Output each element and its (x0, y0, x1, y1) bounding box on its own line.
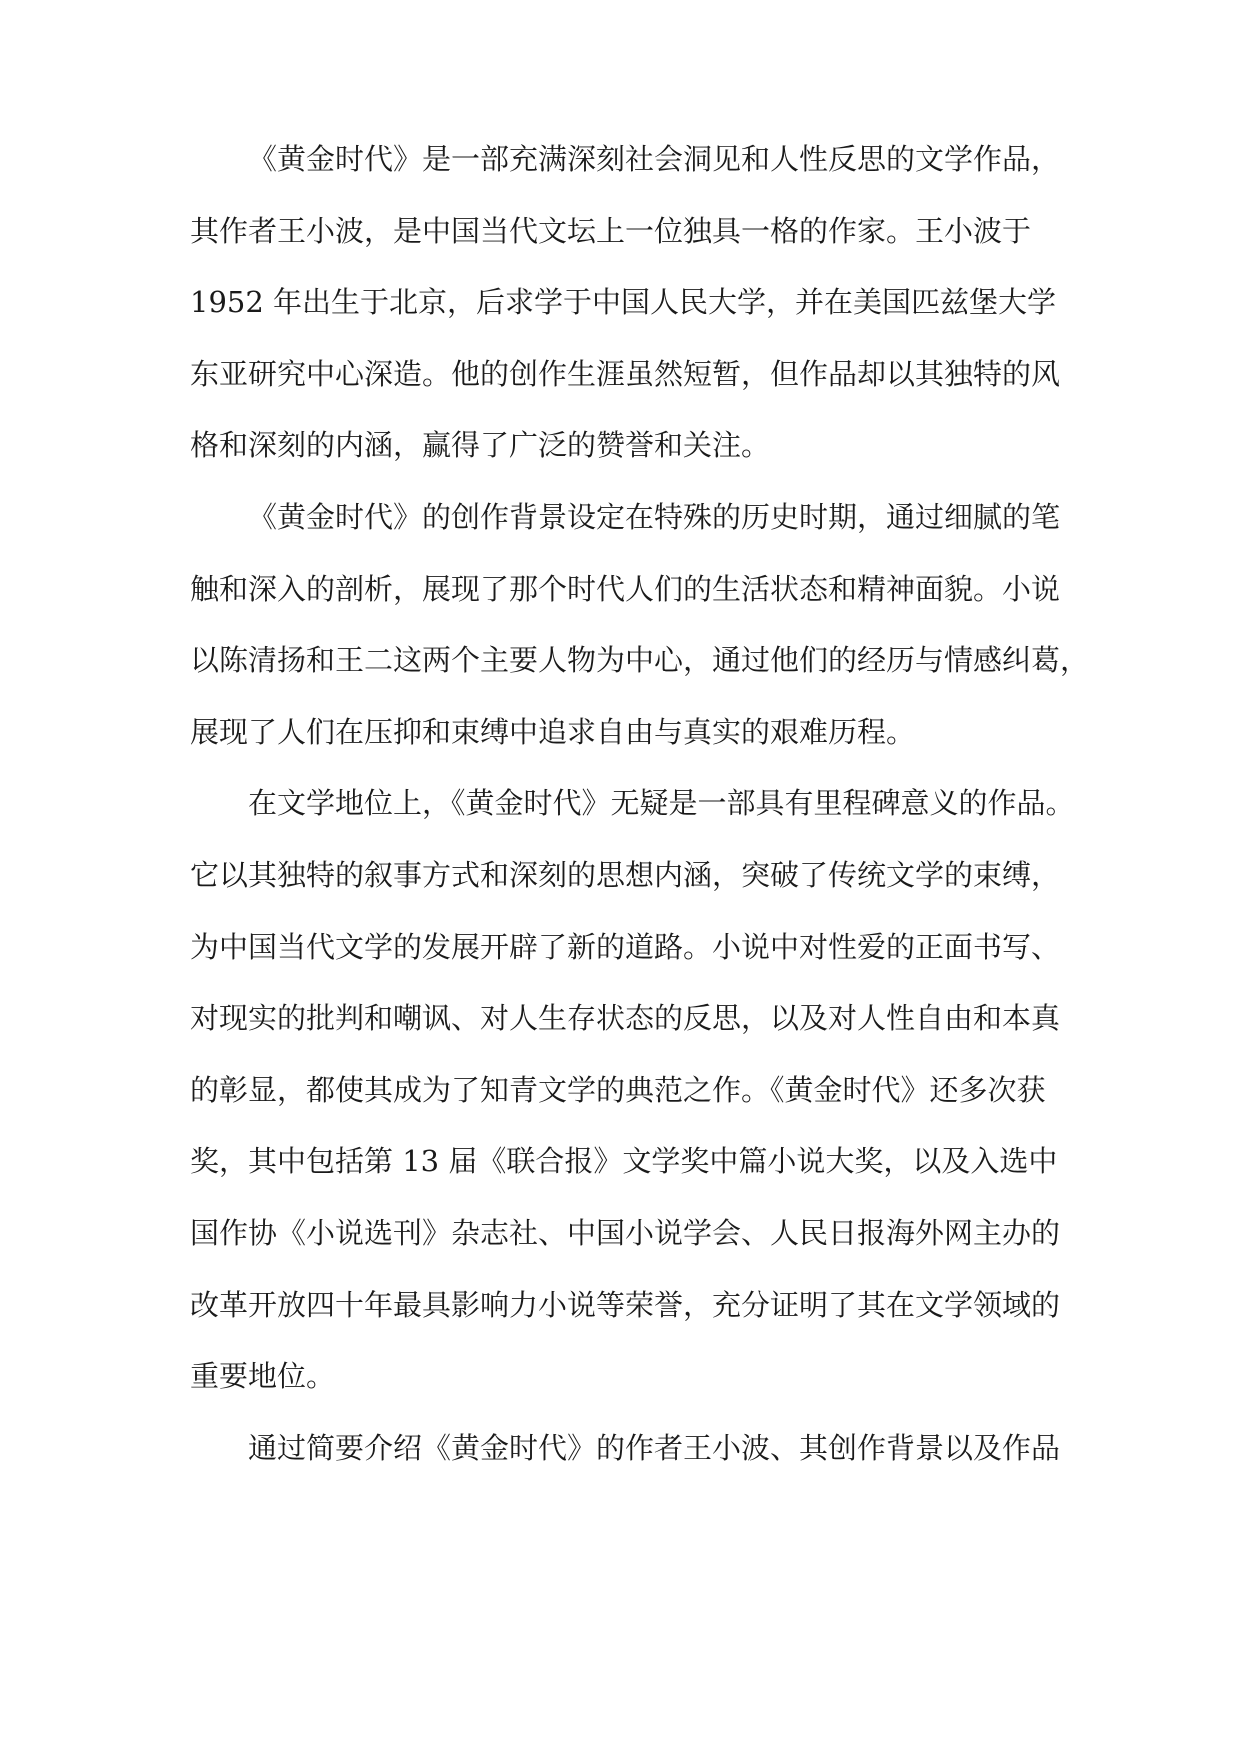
text-line: 展现了人们在压抑和束缚中追求自由与真实的艰难历程。 (190, 714, 916, 749)
text-line: 国作协《小说选刊》杂志社、中国小说学会、人民日报海外网主办的 (190, 1215, 1061, 1250)
text-line: 《黄金时代》是一部充满深刻社会洞见和人性反思的文学作品， (248, 142, 1061, 176)
text-line: 通过简要介绍《黄金时代》的作者王小波、其创作背景以及作品 (248, 1430, 1061, 1465)
text-line: 为中国当代文学的发展开辟了新的道路。小说中对性爱的正面书写、 (190, 929, 1061, 964)
text-line: 在文学地位上，《黄金时代》无疑是一部具有里程碑意义的作品。 (248, 786, 1075, 821)
text-line: 其作者王小波，是中国当代文坛上一位独具一格的作家。王小波于 (190, 213, 1032, 248)
text-line: 对现实的批判和嘲讽、对人生存状态的反思，以及对人性自由和本真 (190, 1001, 1061, 1036)
text-line: 它以其独特的叙事方式和深刻的思想内涵，突破了传统文学的束缚， (190, 857, 1061, 892)
document-body (190, 124, 1090, 1484)
text-line: 重要地位。 (190, 1359, 336, 1394)
text-line: 奖，其中包括第 13 届《联合报》文学奖中篇小说大奖，以及入选中 (190, 1144, 1058, 1179)
text-line: 的彰显，都使其成为了知青文学的典范之作。《黄金时代》还多次获 (190, 1072, 1046, 1107)
text-line: 格和深刻的内涵，赢得了广泛的赞誉和关注。 (190, 428, 771, 463)
text-line: 触和深入的剖析，展现了那个时代人们的生活状态和精神面貌。小说 (190, 571, 1061, 606)
text-line: 改革开放四十年最具影响力小说等荣誉，充分证明了其在文学领域的 (190, 1287, 1061, 1322)
text-line: 1952 年出生于北京，后求学于中国人民大学，并在美国匹兹堡大学 (190, 285, 1057, 320)
text-line: 《黄金时代》的创作背景设定在特殊的历史时期，通过细腻的笔 (248, 499, 1061, 534)
text-line: 以陈清扬和王二这两个主要人物为中心，通过他们的经历与情感纠葛， (190, 643, 1090, 678)
text-line: 东亚研究中心深造。他的创作生涯虽然短暂，但作品却以其独特的风 (190, 356, 1061, 391)
